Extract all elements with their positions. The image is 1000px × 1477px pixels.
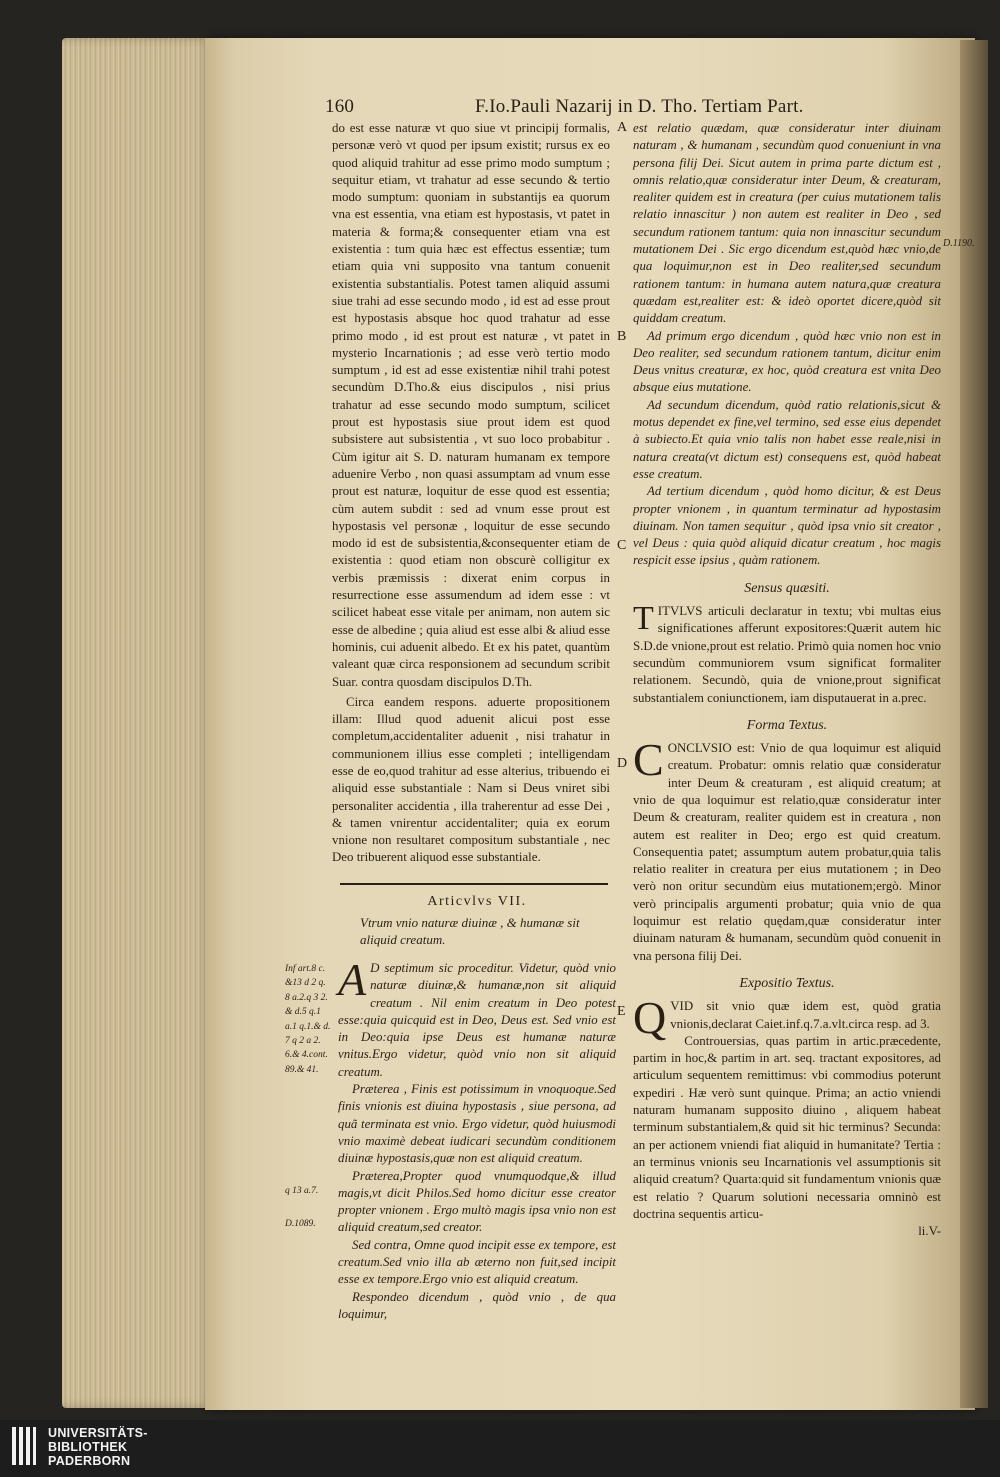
margin-letter-d: D	[617, 756, 628, 771]
right-paragraph-2: Ad primum ergo dicendum , quòd hæc vnio non est in Deo realiter, sed secundum rationem tantum, dicitur enim Deus vnitus creaturæ, ex hoc, quòd creatura est vnita Deo absque eius mutatione.	[633, 328, 941, 395]
heading-sensus: Sensus quæsiti.	[744, 580, 830, 596]
library-logo-icon	[10, 1425, 38, 1467]
right-paragraph-8: Controuersias, quas partim in artic.præcedente, partim in hoc,& partim in art. seq. tractant expositores, ad articulum sequentem remittimus: vbi commodius poterunt expediri . Hæ verò sunt quinque. Prima; an actio vniendi naturam humanam supposito diuino , aliquem habeat terminum substantialem,& quid sit hic terminus? Secunda: an per actionem vniendi fiat aliquid in humanitate? Tertia : an terminus vnionis seu Incarnationis vel assumptionis sit aliquid creatum? Quarta:quid sit fundamentum vnionis quæ est relatio ? Quarum solutioni necessaria omninò est doctrina sequentis articu-	[633, 1033, 941, 1221]
drop-cap-a: A	[338, 954, 367, 1005]
right-paragraph-3: Ad secundum dicendum, quòd ratio relationis,sicut & motus dependet ex fine,vel termino, sed esse eius dependet à subiecto.Et quia vnio talis non habet esse reale,nisi in natura creata(vt dictum est) consequens est, quòd habeat esse creatum.	[633, 397, 941, 481]
side-note: 6.& 4.cont.	[285, 1050, 328, 1061]
right-paragraph-4: Ad tertium dicendum , quòd homo dicitur, & est Deus propter vnionem , in quantum terminatur ad hypostasim diuinam. Non tamen sequitur , quòd ipsa vnio sit creator , vel Deus : quia quòd aliquid dicatur creatum , hoc magis respicit esse ipsius , quàm rationem.	[633, 484, 941, 568]
side-note: q 13 a.7.	[285, 1186, 319, 1197]
library-logo-text	[48, 1426, 148, 1468]
heading-forma: Forma Textus.	[746, 717, 828, 733]
article-paragraph-5: Respondeo dicendum , quòd vnio , de qua loquimur,	[338, 1289, 616, 1321]
right-margin-note: D.1190.	[943, 238, 975, 249]
article-heading-block	[338, 890, 616, 948]
logo-line: BIBLIOTHEK	[48, 1440, 128, 1454]
running-title: F.Io.Pauli Nazarij in D. Tho. Tertiam Part.	[475, 96, 804, 117]
right-column	[633, 120, 941, 1240]
article-rule	[340, 883, 608, 885]
catchword: li.V-	[918, 1224, 941, 1239]
side-note: 89.& 41.	[285, 1064, 319, 1075]
side-note: Inf art.8 c.	[285, 964, 326, 974]
margin-letter-a: A	[617, 120, 628, 135]
page-edges-stack	[62, 38, 222, 1408]
margin-letter-c: C	[617, 538, 627, 553]
article-heading: Articvlvs VII.	[427, 894, 527, 909]
side-note: & d.5 q.1	[285, 1007, 321, 1018]
article-paragraph-2: Præterea , Finis est potissimum in vnoquoque.Sed finis vnionis est diuina hypostasis , siue persona, ad quã terminata est vnio. Ergo videtur, quòd huiusmodi vnio maximè debeat iudicari secundùm conditionem diuinæ hypostasis,quæ non est aliquid creatum.	[338, 1082, 616, 1166]
logo-line: UNIVERSITÄTS-	[48, 1426, 148, 1440]
article-paragraph-3: Præterea,Propter quod vnumquodque,& illud magis,vt dicit Philos.Sed homo dicitur esse creator propter vnionem . Ergo multò magis ipsa vnio non est aliquid creatum,sed creator.	[338, 1168, 616, 1235]
drop-cap-q: Q	[633, 992, 667, 1044]
drop-cap-c: C	[633, 734, 664, 786]
footer-bar	[0, 1420, 1000, 1477]
side-note: D.1089.	[285, 1218, 316, 1229]
article-paragraph-4: Sed contra, Omne quod incipit esse ex tempore, est creatum.Sed vnio illa ab æterno non fuit,sed incipit esse ex tempore.Ergo vnio est aliquid creatum.	[338, 1237, 616, 1287]
side-notes	[285, 962, 340, 1231]
right-paragraph-7: VID sit vnio quæ idem est, quòd gratia vnionis,declarat Caiet.inf.q.7.a.vlt.circa resp. ad 3.	[670, 999, 941, 1031]
article-question: Vtrum vnio naturæ diuinæ , & humanæ sit aliquid creatum.	[360, 915, 580, 947]
left-paragraph-1: do est esse naturæ vt quo siue vt principij formalis, personæ verò vt quod per ipsum existit; rursus ex eo quod aliquid trahitur ad esse primo modo sumptum ; sequitur etiam, vt trahatur ad esse secundo & tertio modo sumptum: quoniam in substantijs ea quorum vna est essentia, vna etiam est hypostasis, vt patet in materia & forma;& consequenter etiam vna est existentia : tum quia hæc est effectus essentiæ; tum etiam quia vni supposito vna tantum conuenit existentia substantialis. Potest tamen aliquid assumi siue trahi ad esse secundo modo , id est ad esse prout est hypostasis absque hoc quod trahatur ad esse primo modo , id est prout est naturæ , vt patet in mysterio Incarnationis ; ad esse verò tertio modo sumptum , id est ad esse existentiæ nihil trahi potest secundùm D.Tho.& eius discipulos , nisi prius trahatur ad esse secundo modo sumptum, scilicet prout est hypostasis siue prout idem est quod subsistere aut subsistentia , vt suo loco probabitur . Cùm igitur ait S. D. naturam humanam ex tempore aduenire Verbo , non quasi assumptam ad vnum esse prout est naturæ, loquitur de esse quod est essentia; cùm autem subdit : sed ad vnum esse prout est hypostasis vel personæ , loquitur de esse secundo modo id est de subsistentia,&consequenter etiam de existentia : quod etiam non obscurè colligitur ex verbis præmissis : dixerat enim corpus in resurrectione esse assumendum ad idem esse : vt scilicet habeat esse vitale per animam, non autem sic esse de albedine ; quia aliud est esse albi & aliud esse hominis, cui aduenit albedo. Et ex his patet, quantùm valeant quæ circa responsionem ad secundum scribit Suar. contra quosdam discipulos D.Th.	[332, 121, 610, 689]
article-paragraph-1: D septimum sic proceditur. Videtur, quòd vnio naturæ diuinæ,& humanæ,non sit aliquid creatum . Nil enim creatum in Deo potest esse:quia quicquid est in Deo, Deus est. Sed vnio est in Deo:quia ipse Deus est humanæ naturæ vnitus.Ergo videtur, quòd vnio non sit aliquid creatum.	[338, 961, 616, 1079]
left-paragraph-2: Circa eandem respons. aduerte propositionem illam: Illud quod aduenit alicui post esse completum,accidentaliter aduenit , nisi trahatur in communionem illius esse completi ; intelligendam esse de eo,quod trahitur ad esse alterius, tribuendo ei aliquid esse substantiale : Nam si Deus vniret sibi personaliter accidentia , illa traherentur ad esse Dei , & tamen vnirentur accidentaliter; quia ex eorum vnione non resultaret compositum substantiale , nec Deo tribuerent aliquod esse substantiale.	[332, 694, 610, 865]
margin-letter-b: B	[617, 329, 627, 344]
logo-line: PADERBORN	[48, 1454, 131, 1468]
right-paragraph-1: est relatio quædam, quæ consideratur inter diuinam naturam , & humanam , secundùm quod conueniunt in vna persona filij Dei. Sicut autem in prima parte dictum est , omnis relatio,quæ consideratur inter Deum, & creaturam, realiter quidem est in creatura (per cuius mutationem talis relatio innascitur ) non autem est realiter in Deo , sed secundum rationem tantum: quia non innascitur secundum mutationem Dei . Sic ergo dicendum est,quòd hæc vnio,de qua loquimur,non est in Deo realiter,sed secundum rationem tantum: in humana autem natura,quæ creatura quædam est,realiter est: & ideò oportet dicere,quòd sit quiddam creatum.	[633, 121, 941, 326]
heading-expositio: Expositio Textus.	[739, 975, 835, 991]
article-body	[338, 954, 616, 1323]
page-number: 160	[325, 96, 355, 117]
right-paragraph-5: ITVLVS articuli declaratur in textu; vbi multas eius significationes afferunt expositores:Quærit autem hic S.D.de vnione,prout est relatio. Primò quia nomen hoc vnio secundùm communiorem vsum significat formaliter relationem. Secundò, quia de vnione,prout significat substantialem coniunctionem, iam disputauerat in a.prec.	[633, 604, 941, 705]
side-note: 8 a.2.q 3 2.	[285, 992, 328, 1003]
margin-letter-e: E	[617, 1004, 626, 1019]
side-note: a.1 q.1.& d.	[285, 1021, 331, 1032]
side-note: &13 d 2 q.	[285, 978, 326, 989]
left-column-top	[332, 120, 610, 867]
side-note: 7 q 2 a 2.	[285, 1036, 321, 1047]
drop-cap-t: T	[633, 600, 654, 638]
right-paragraph-6: ONCLVSIO est: Vnio de qua loquimur est aliquid creatum. Probatur: omnis relatio quæ consideratur inter Deum & creaturam , est aliquid creatum; at vnio de qua loquimur est relatio,quæ consideratur inter Deum & creaturam, realiter quidem est in creatura , non autem est realiter in Deo; ergo est quid creatum. Consequentia patet; assumptum autem probatur,quia talis relatio realiter in creatura per eius mutationem ; in Deo verò non oritur secundùm eius mutationem;ergò. Minor verò principalis argumenti probatur; quia vnio de qua loquimur est relatio quędam,quæ consideratur inter diuinam naturam & humanam, secundùm quòd conuenit in vna persona filij Dei.	[633, 741, 941, 963]
